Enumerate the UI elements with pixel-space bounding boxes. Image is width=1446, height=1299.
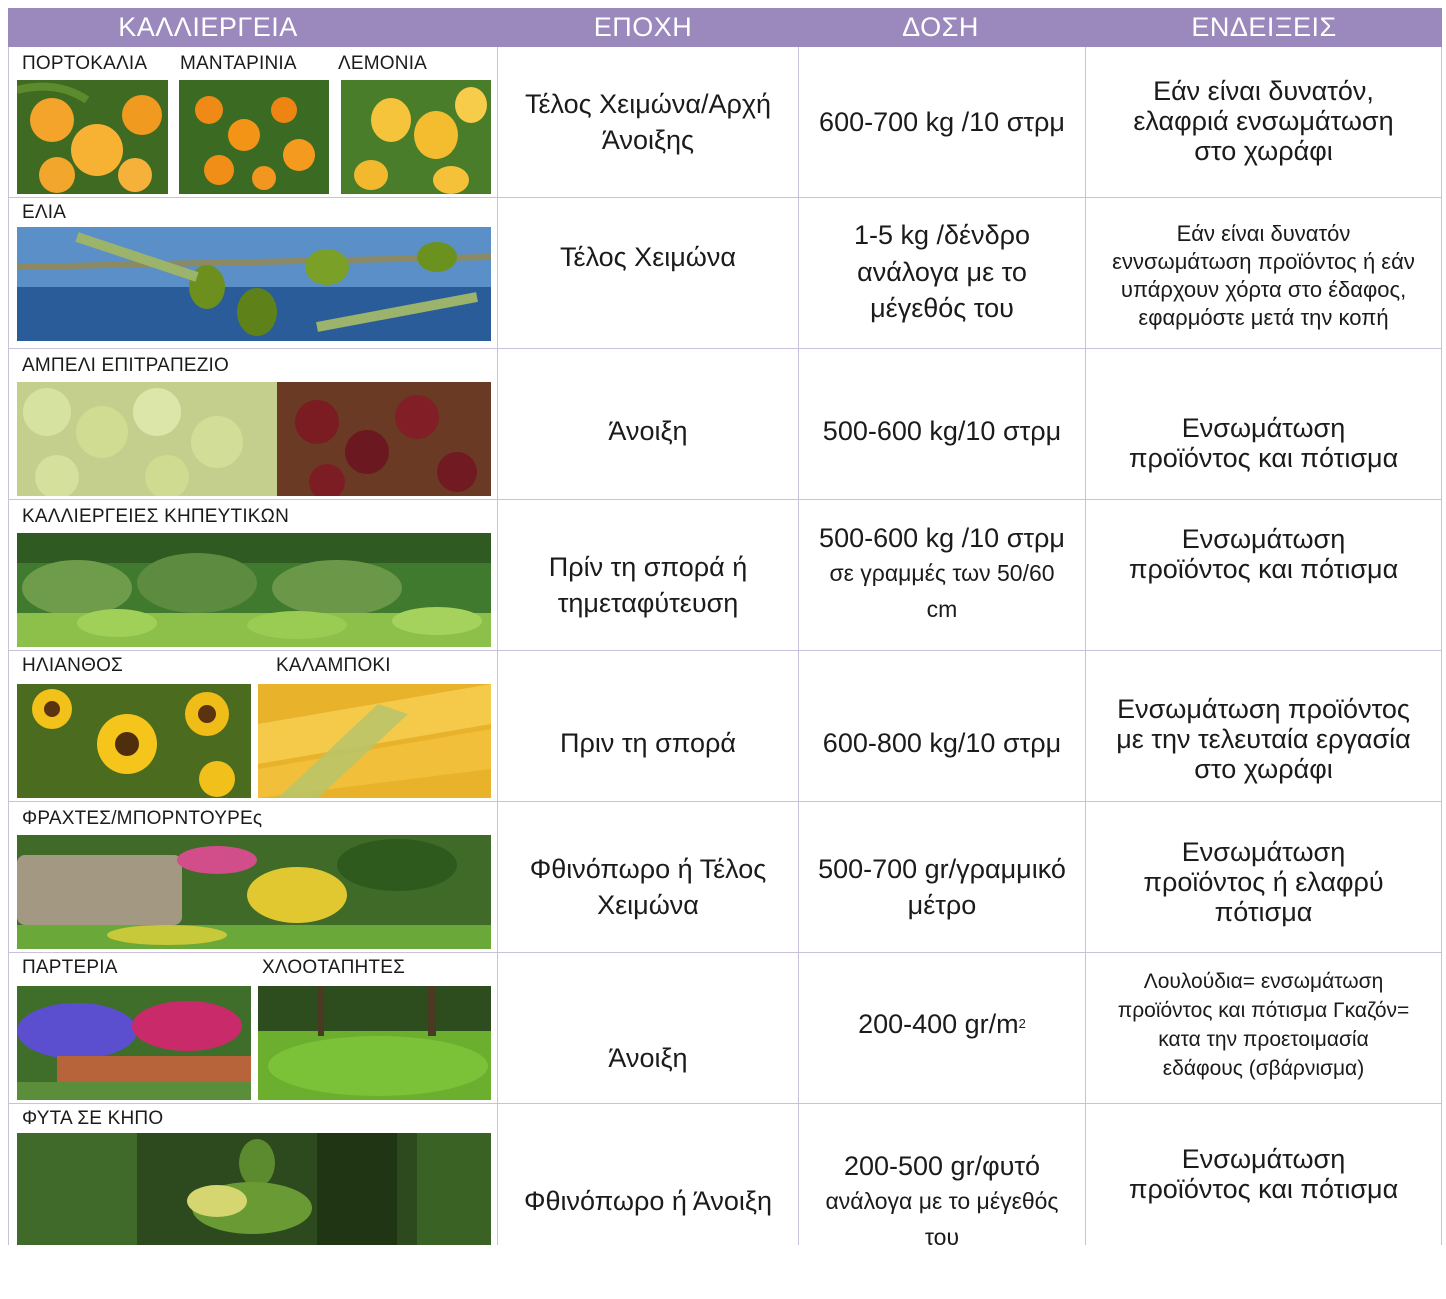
header-indications: ΕΝΔΕΙΞΕΙΣ <box>1191 12 1337 42</box>
flowerbed-photo <box>17 986 251 1100</box>
table-row <box>8 802 1442 953</box>
dose-cell: 600-800 kg/10 στρμ <box>822 728 1062 759</box>
crop-label-lawns: ΧΛΟΟΤΑΠΗΤΕΣ <box>262 957 406 978</box>
dose-note: σε γραμμές των 50/60 cm <box>829 560 1055 623</box>
corn-photo <box>258 684 491 798</box>
season-cell: Πρίν τη σπορά ή τημεταφύτευση <box>548 551 748 618</box>
crop-label-sunflower: ΗΛΙΑΝΘΟΣ <box>22 655 123 676</box>
dose-cell <box>799 949 1085 1099</box>
season-cell: Τέλος Χειμώνα/Αρχή Άνοιξης <box>524 88 772 155</box>
crop-label-lemon: ΛΕΜΟΝΙΑ <box>338 53 428 74</box>
table-row <box>8 953 1442 1104</box>
crop-label-flowerbeds: ΠΑΡΤΕΡΙΑ <box>22 957 118 978</box>
indications-cell: Λουλούδια= ενσωμάτωση προϊόντος και πότισμα Γκαζόν= κατα την προετοιμασία εδάφους (σβάρνισμα) <box>1117 970 1410 1080</box>
dose-block <box>799 1148 1085 1256</box>
table-row <box>8 500 1442 651</box>
crop-label-garden-plants: ΦΥΤΑ ΣΕ ΚΗΠΟ <box>22 1108 164 1129</box>
season-cell: Φθινόπωρο ή Άνοιξη <box>523 1186 773 1217</box>
crop-label-corn: ΚΑΛΑΜΠΟΚΙ <box>276 655 391 676</box>
indications-cell: Ενσωμάτωση προϊόντος και πότισμα <box>1128 1144 1399 1204</box>
indications-cell: Ενσωμάτωση προϊόντος και πότισμα <box>1128 413 1399 473</box>
header-dose: ΔΟΣΗ <box>902 12 979 42</box>
indications-cell: Ενσωμάτωση προϊόντος και πότισμα <box>1128 524 1399 584</box>
dose-note: ανάλογα με το μέγεθός του <box>825 1188 1059 1251</box>
vegetable-garden-photo <box>17 533 491 647</box>
crop-label-olive: ΕΛΙΑ <box>22 202 67 223</box>
header-season: ΕΠΟΧΗ <box>593 12 693 42</box>
table-row <box>8 47 1442 198</box>
season-cell: Πριν τη σπορά <box>560 728 736 759</box>
season-cell: Τέλος Χειμώνα <box>560 241 736 272</box>
lemon-tree-photo <box>341 80 491 194</box>
dose-block <box>799 520 1085 628</box>
season-cell: Άνοιξη <box>608 416 688 447</box>
orange-tree-photo <box>17 80 168 194</box>
table-row <box>8 198 1442 349</box>
header-crop: ΚΑΛΛΙΕΡΓΕΙΑ <box>118 12 298 42</box>
lawn-photo <box>258 986 491 1100</box>
table-row <box>8 349 1442 500</box>
topiary-photo <box>17 1133 491 1245</box>
indications-cell: Ενσωμάτωση προϊόντος με την τελευταία εργασία στο χωράφι <box>1116 694 1411 784</box>
crop-label-table-grape: ΑΜΠΕΛΙ ΕΠΙΤΡΑΠΕΖΙΟ <box>22 355 230 376</box>
dose-cell: 200-500 gr/φυτό <box>843 1151 1041 1181</box>
dose-cell: 500-600 kg/10 στρμ <box>822 416 1062 447</box>
indications-cell: Ενσωμάτωση προϊόντος ή ελαφρύ πότισμα <box>1143 837 1384 927</box>
crop-label-hedges: ΦΡΑΧΤΕΣ/ΜΠΟΡΝΤΟΥΡΕς <box>22 808 263 829</box>
hedges-photo <box>17 835 491 949</box>
season-cell: Φθινόπωρο ή Τέλος Χειμώνα <box>529 853 767 920</box>
indications-cell: Εάν είναι δυνατόν, ελαφριά ενσωμάτωση στο χωράφι <box>1133 76 1394 166</box>
sunflower-photo <box>17 684 251 798</box>
crop-label-orange: ΠΟΡΤΟΚΑΛΙΑ <box>22 53 148 74</box>
season-cell: Άνοιξη <box>608 1042 688 1073</box>
table-header <box>8 8 1442 47</box>
dose-cell: 600-700 kg /10 στρμ <box>819 106 1065 137</box>
crop-label-mandarin: ΜΑΝΤΑΡΙΝΙΑ <box>180 53 297 74</box>
crop-label-vegetables: ΚΑΛΛΙΕΡΓΕΙΕΣ ΚΗΠΕΥΤΙΚΩΝ <box>22 506 290 527</box>
fertilizer-table <box>8 8 1442 1251</box>
dose-cell: 500-700 gr/γραμμικό μέτρο <box>818 853 1066 920</box>
indications-cell: Εάν είναι δυνατόν εννσωμάτωση προϊόντος ή εάν υπάρχουν χόρτα στο έδαφος, εφαρμόστε μετά την κοπή <box>1112 220 1415 331</box>
dose-cell: 500-600 kg /10 στρμ <box>819 523 1065 553</box>
dose-cell: 1-5 kg /δένδρο ανάλογα με το μέγεθός του <box>853 220 1030 324</box>
grapes-photo <box>17 382 491 496</box>
olive-branch-photo <box>17 227 491 341</box>
table-row <box>8 1104 1442 1251</box>
mandarin-tree-photo <box>179 80 329 194</box>
dose-value: 200-400 gr/m <box>858 1008 1019 1039</box>
dose-superscript: 2 <box>1018 1016 1026 1032</box>
table-row <box>8 651 1442 802</box>
